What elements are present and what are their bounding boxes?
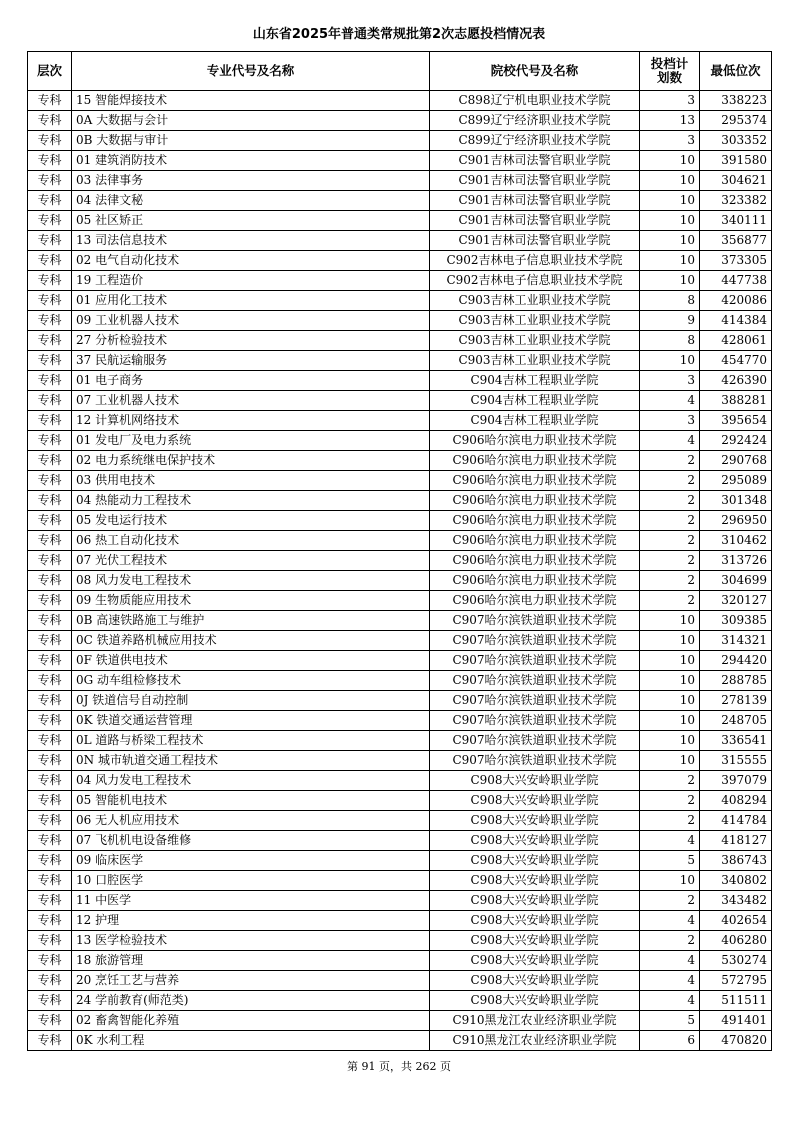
table-row xyxy=(28,411,772,431)
cell-major: 02 畜禽智能化养殖 xyxy=(72,1011,430,1031)
cell-rank: 408294 xyxy=(700,791,772,811)
cell-rank: 309385 xyxy=(700,611,772,631)
cell-rank: 304699 xyxy=(700,571,772,591)
cell-major: 0L 道路与桥梁工程技术 xyxy=(72,731,430,751)
cell-major: 03 法律事务 xyxy=(72,171,430,191)
cell-level: 专科 xyxy=(28,1011,72,1031)
cell-plan: 5 xyxy=(640,1011,700,1031)
cell-rank: 386743 xyxy=(700,851,772,871)
cell-rank: 303352 xyxy=(700,131,772,151)
table-row xyxy=(28,331,772,351)
cell-rank: 290768 xyxy=(700,451,772,471)
cell-plan: 10 xyxy=(640,351,700,371)
header-rank: 最低位次 xyxy=(700,52,772,91)
cell-level: 专科 xyxy=(28,391,72,411)
cell-rank: 292424 xyxy=(700,431,772,451)
table-row xyxy=(28,531,772,551)
cell-school: C901吉林司法警官职业学院 xyxy=(430,191,640,211)
table-row xyxy=(28,471,772,491)
cell-level: 专科 xyxy=(28,151,72,171)
cell-major: 0G 动车组检修技术 xyxy=(72,671,430,691)
cell-plan: 10 xyxy=(640,671,700,691)
table-row xyxy=(28,1011,772,1031)
cell-major: 07 光伏工程技术 xyxy=(72,551,430,571)
cell-plan: 10 xyxy=(640,271,700,291)
cell-rank: 338223 xyxy=(700,91,772,111)
cell-plan: 6 xyxy=(640,1031,700,1051)
cell-level: 专科 xyxy=(28,271,72,291)
header-school: 院校代号及名称 xyxy=(430,52,640,91)
cell-plan: 10 xyxy=(640,871,700,891)
cell-major: 13 医学检验技术 xyxy=(72,931,430,951)
cell-level: 专科 xyxy=(28,931,72,951)
cell-rank: 388281 xyxy=(700,391,772,411)
cell-rank: 420086 xyxy=(700,291,772,311)
cell-plan: 2 xyxy=(640,891,700,911)
cell-plan: 3 xyxy=(640,131,700,151)
table-row xyxy=(28,851,772,871)
table-row xyxy=(28,631,772,651)
cell-major: 07 工业机器人技术 xyxy=(72,391,430,411)
cell-school: C901吉林司法警官职业学院 xyxy=(430,171,640,191)
cell-rank: 454770 xyxy=(700,351,772,371)
cell-school: C907哈尔滨铁道职业技术学院 xyxy=(430,631,640,651)
cell-rank: 491401 xyxy=(700,1011,772,1031)
cell-major: 24 学前教育(师范类) xyxy=(72,991,430,1011)
table-row xyxy=(28,771,772,791)
cell-rank: 356877 xyxy=(700,231,772,251)
cell-plan: 5 xyxy=(640,851,700,871)
table-row xyxy=(28,371,772,391)
cell-rank: 395654 xyxy=(700,411,772,431)
cell-rank: 304621 xyxy=(700,171,772,191)
cell-level: 专科 xyxy=(28,331,72,351)
cell-rank: 295089 xyxy=(700,471,772,491)
cell-major: 01 电子商务 xyxy=(72,371,430,391)
cell-level: 专科 xyxy=(28,591,72,611)
cell-level: 专科 xyxy=(28,471,72,491)
cell-plan: 2 xyxy=(640,531,700,551)
cell-school: C907哈尔滨铁道职业技术学院 xyxy=(430,711,640,731)
table-row xyxy=(28,231,772,251)
table-row xyxy=(28,991,772,1011)
header-level: 层次 xyxy=(28,52,72,91)
cell-major: 20 烹饪工艺与营养 xyxy=(72,971,430,991)
cell-school: C910黑龙江农业经济职业学院 xyxy=(430,1031,640,1051)
cell-school: C907哈尔滨铁道职业技术学院 xyxy=(430,651,640,671)
cell-rank: 295374 xyxy=(700,111,772,131)
cell-level: 专科 xyxy=(28,1031,72,1051)
cell-major: 11 中医学 xyxy=(72,891,430,911)
cell-major: 03 供用电技术 xyxy=(72,471,430,491)
cell-level: 专科 xyxy=(28,431,72,451)
cell-major: 05 智能机电技术 xyxy=(72,791,430,811)
table-row xyxy=(28,871,772,891)
cell-plan: 2 xyxy=(640,571,700,591)
cell-plan: 4 xyxy=(640,951,700,971)
cell-major: 0C 铁道养路机械应用技术 xyxy=(72,631,430,651)
table-row xyxy=(28,931,772,951)
cell-plan: 10 xyxy=(640,731,700,751)
cell-plan: 8 xyxy=(640,331,700,351)
cell-school: C907哈尔滨铁道职业技术学院 xyxy=(430,751,640,771)
cell-rank: 418127 xyxy=(700,831,772,851)
cell-school: C908大兴安岭职业学院 xyxy=(430,971,640,991)
cell-level: 专科 xyxy=(28,811,72,831)
cell-school: C903吉林工业职业技术学院 xyxy=(430,351,640,371)
table-row xyxy=(28,831,772,851)
cell-major: 0K 铁道交通运营管理 xyxy=(72,711,430,731)
table-row xyxy=(28,571,772,591)
cell-plan: 2 xyxy=(640,491,700,511)
cell-major: 0J 铁道信号自动控制 xyxy=(72,691,430,711)
cell-major: 01 发电厂及电力系统 xyxy=(72,431,430,451)
cell-major: 27 分析检验技术 xyxy=(72,331,430,351)
page-title: 山东省2025年普通类常规批第2次志愿投档情况表 xyxy=(252,27,546,42)
cell-school: C903吉林工业职业技术学院 xyxy=(430,291,640,311)
table-row xyxy=(28,151,772,171)
page-footer: 第 91 页，共 262 页 xyxy=(347,1060,451,1073)
cell-rank: 414784 xyxy=(700,811,772,831)
cell-school: C908大兴安岭职业学院 xyxy=(430,871,640,891)
cell-school: C906哈尔滨电力职业技术学院 xyxy=(430,511,640,531)
cell-level: 专科 xyxy=(28,711,72,731)
table-row xyxy=(28,591,772,611)
cell-rank: 402654 xyxy=(700,911,772,931)
table-row xyxy=(28,211,772,231)
cell-level: 专科 xyxy=(28,971,72,991)
table-row xyxy=(28,191,772,211)
cell-major: 19 工程造价 xyxy=(72,271,430,291)
cell-major: 18 旅游管理 xyxy=(72,951,430,971)
cell-plan: 10 xyxy=(640,231,700,251)
cell-level: 专科 xyxy=(28,111,72,131)
cell-rank: 310462 xyxy=(700,531,772,551)
table-row xyxy=(28,551,772,571)
table-body xyxy=(28,91,772,1051)
cell-school: C901吉林司法警官职业学院 xyxy=(430,211,640,231)
table-row xyxy=(28,391,772,411)
cell-rank: 572795 xyxy=(700,971,772,991)
cell-level: 专科 xyxy=(28,731,72,751)
cell-school: C908大兴安岭职业学院 xyxy=(430,931,640,951)
cell-level: 专科 xyxy=(28,211,72,231)
table-header-row xyxy=(28,52,772,91)
cell-level: 专科 xyxy=(28,171,72,191)
cell-plan: 2 xyxy=(640,471,700,491)
table-row xyxy=(28,251,772,271)
cell-school: C906哈尔滨电力职业技术学院 xyxy=(430,591,640,611)
cell-plan: 4 xyxy=(640,991,700,1011)
cell-rank: 336541 xyxy=(700,731,772,751)
table-row xyxy=(28,671,772,691)
table-row xyxy=(28,971,772,991)
cell-school: C901吉林司法警官职业学院 xyxy=(430,231,640,251)
cell-school: C908大兴安岭职业学院 xyxy=(430,831,640,851)
cell-school: C901吉林司法警官职业学院 xyxy=(430,151,640,171)
cell-level: 专科 xyxy=(28,291,72,311)
header-plan: 投档计划数 xyxy=(640,52,700,91)
cell-level: 专科 xyxy=(28,91,72,111)
cell-school: C903吉林工业职业技术学院 xyxy=(430,331,640,351)
cell-major: 02 电力系统继电保护技术 xyxy=(72,451,430,471)
table-row xyxy=(28,811,772,831)
cell-level: 专科 xyxy=(28,911,72,931)
cell-plan: 2 xyxy=(640,931,700,951)
cell-school: C899辽宁经济职业技术学院 xyxy=(430,111,640,131)
cell-rank: 296950 xyxy=(700,511,772,531)
cell-level: 专科 xyxy=(28,611,72,631)
cell-plan: 2 xyxy=(640,811,700,831)
table-row xyxy=(28,171,772,191)
cell-plan: 10 xyxy=(640,691,700,711)
cell-major: 06 热工自动化技术 xyxy=(72,531,430,551)
table-row xyxy=(28,451,772,471)
cell-school: C908大兴安岭职业学院 xyxy=(430,911,640,931)
cell-plan: 2 xyxy=(640,591,700,611)
cell-plan: 3 xyxy=(640,91,700,111)
cell-major: 04 法律文秘 xyxy=(72,191,430,211)
cell-rank: 447738 xyxy=(700,271,772,291)
cell-level: 专科 xyxy=(28,311,72,331)
cell-level: 专科 xyxy=(28,371,72,391)
cell-plan: 3 xyxy=(640,411,700,431)
table-row xyxy=(28,1031,772,1051)
cell-school: C906哈尔滨电力职业技术学院 xyxy=(430,531,640,551)
cell-rank: 340111 xyxy=(700,211,772,231)
cell-school: C908大兴安岭职业学院 xyxy=(430,791,640,811)
table-row xyxy=(28,711,772,731)
cell-major: 12 计算机网络技术 xyxy=(72,411,430,431)
cell-school: C908大兴安岭职业学院 xyxy=(430,991,640,1011)
table-row xyxy=(28,691,772,711)
table-row xyxy=(28,311,772,331)
cell-school: C899辽宁经济职业技术学院 xyxy=(430,131,640,151)
table-row xyxy=(28,731,772,751)
cell-level: 专科 xyxy=(28,511,72,531)
cell-major: 10 口腔医学 xyxy=(72,871,430,891)
cell-rank: 428061 xyxy=(700,331,772,351)
cell-rank: 530274 xyxy=(700,951,772,971)
cell-school: C906哈尔滨电力职业技术学院 xyxy=(430,551,640,571)
cell-rank: 294420 xyxy=(700,651,772,671)
cell-plan: 10 xyxy=(640,151,700,171)
cell-school: C906哈尔滨电力职业技术学院 xyxy=(430,451,640,471)
table-row xyxy=(28,131,772,151)
cell-level: 专科 xyxy=(28,651,72,671)
cell-major: 08 风力发电工程技术 xyxy=(72,571,430,591)
cell-plan: 2 xyxy=(640,771,700,791)
cell-school: C906哈尔滨电力职业技术学院 xyxy=(430,571,640,591)
cell-level: 专科 xyxy=(28,571,72,591)
cell-major: 09 工业机器人技术 xyxy=(72,311,430,331)
cell-rank: 320127 xyxy=(700,591,772,611)
table-row xyxy=(28,351,772,371)
cell-rank: 315555 xyxy=(700,751,772,771)
table-row xyxy=(28,291,772,311)
cell-school: C903吉林工业职业技术学院 xyxy=(430,311,640,331)
cell-major: 0K 水利工程 xyxy=(72,1031,430,1051)
table-row xyxy=(28,111,772,131)
cell-level: 专科 xyxy=(28,751,72,771)
cell-level: 专科 xyxy=(28,411,72,431)
cell-school: C906哈尔滨电力职业技术学院 xyxy=(430,491,640,511)
cell-rank: 288785 xyxy=(700,671,772,691)
table-row xyxy=(28,431,772,451)
cell-major: 0A 大数据与会计 xyxy=(72,111,430,131)
cell-rank: 314321 xyxy=(700,631,772,651)
cell-plan: 4 xyxy=(640,971,700,991)
cell-school: C906哈尔滨电力职业技术学院 xyxy=(430,431,640,451)
cell-level: 专科 xyxy=(28,871,72,891)
cell-plan: 4 xyxy=(640,431,700,451)
cell-rank: 278139 xyxy=(700,691,772,711)
table-row xyxy=(28,91,772,111)
table-row xyxy=(28,651,772,671)
cell-plan: 4 xyxy=(640,391,700,411)
cell-plan: 9 xyxy=(640,311,700,331)
cell-plan: 4 xyxy=(640,831,700,851)
cell-major: 13 司法信息技术 xyxy=(72,231,430,251)
cell-plan: 10 xyxy=(640,171,700,191)
cell-level: 专科 xyxy=(28,131,72,151)
cell-level: 专科 xyxy=(28,671,72,691)
cell-rank: 373305 xyxy=(700,251,772,271)
cell-rank: 301348 xyxy=(700,491,772,511)
cell-major: 02 电气自动化技术 xyxy=(72,251,430,271)
cell-rank: 343482 xyxy=(700,891,772,911)
cell-level: 专科 xyxy=(28,231,72,251)
cell-level: 专科 xyxy=(28,771,72,791)
cell-rank: 426390 xyxy=(700,371,772,391)
cell-major: 37 民航运输服务 xyxy=(72,351,430,371)
cell-major: 07 飞机机电设备维修 xyxy=(72,831,430,851)
cell-major: 05 发电运行技术 xyxy=(72,511,430,531)
cell-plan: 13 xyxy=(640,111,700,131)
cell-school: C906哈尔滨电力职业技术学院 xyxy=(430,471,640,491)
table-row xyxy=(28,491,772,511)
cell-level: 专科 xyxy=(28,531,72,551)
cell-school: C902吉林电子信息职业技术学院 xyxy=(430,251,640,271)
cell-school: C907哈尔滨铁道职业技术学院 xyxy=(430,611,640,631)
cell-level: 专科 xyxy=(28,251,72,271)
cell-plan: 10 xyxy=(640,711,700,731)
cell-major: 0F 铁道供电技术 xyxy=(72,651,430,671)
cell-level: 专科 xyxy=(28,191,72,211)
cell-plan: 3 xyxy=(640,371,700,391)
cell-plan: 10 xyxy=(640,251,700,271)
cell-plan: 2 xyxy=(640,451,700,471)
cell-major: 04 热能动力工程技术 xyxy=(72,491,430,511)
cell-plan: 2 xyxy=(640,511,700,531)
cell-level: 专科 xyxy=(28,351,72,371)
cell-level: 专科 xyxy=(28,991,72,1011)
cell-level: 专科 xyxy=(28,691,72,711)
cell-rank: 397079 xyxy=(700,771,772,791)
table-row xyxy=(28,911,772,931)
cell-level: 专科 xyxy=(28,891,72,911)
cell-major: 09 生物质能应用技术 xyxy=(72,591,430,611)
cell-plan: 8 xyxy=(640,291,700,311)
cell-level: 专科 xyxy=(28,631,72,651)
table-row xyxy=(28,791,772,811)
table-row xyxy=(28,891,772,911)
cell-level: 专科 xyxy=(28,791,72,811)
cell-major: 01 建筑消防技术 xyxy=(72,151,430,171)
cell-major: 09 临床医学 xyxy=(72,851,430,871)
cell-level: 专科 xyxy=(28,951,72,971)
cell-rank: 470820 xyxy=(700,1031,772,1051)
cell-rank: 511511 xyxy=(700,991,772,1011)
table-row xyxy=(28,511,772,531)
cell-level: 专科 xyxy=(28,831,72,851)
cell-school: C910黑龙江农业经济职业学院 xyxy=(430,1011,640,1031)
cell-major: 0B 大数据与审计 xyxy=(72,131,430,151)
table-row xyxy=(28,951,772,971)
cell-school: C907哈尔滨铁道职业技术学院 xyxy=(430,691,640,711)
cell-level: 专科 xyxy=(28,451,72,471)
cell-major: 15 智能焊接技术 xyxy=(72,91,430,111)
cell-school: C902吉林电子信息职业技术学院 xyxy=(430,271,640,291)
cell-rank: 340802 xyxy=(700,871,772,891)
header-major: 专业代号及名称 xyxy=(72,52,430,91)
cell-major: 12 护理 xyxy=(72,911,430,931)
cell-plan: 10 xyxy=(640,611,700,631)
cell-school: C908大兴安岭职业学院 xyxy=(430,951,640,971)
cell-school: C908大兴安岭职业学院 xyxy=(430,771,640,791)
cell-school: C908大兴安岭职业学院 xyxy=(430,891,640,911)
cell-major: 01 应用化工技术 xyxy=(72,291,430,311)
cell-level: 专科 xyxy=(28,491,72,511)
cell-rank: 313726 xyxy=(700,551,772,571)
cell-school: C898辽宁机电职业技术学院 xyxy=(430,91,640,111)
cell-major: 05 社区矫正 xyxy=(72,211,430,231)
admission-table xyxy=(27,51,772,1051)
cell-major: 06 无人机应用技术 xyxy=(72,811,430,831)
table-row xyxy=(28,271,772,291)
cell-school: C907哈尔滨铁道职业技术学院 xyxy=(430,731,640,751)
cell-major: 04 风力发电工程技术 xyxy=(72,771,430,791)
cell-school: C908大兴安岭职业学院 xyxy=(430,851,640,871)
table-row xyxy=(28,611,772,631)
cell-school: C904吉林工程职业学院 xyxy=(430,391,640,411)
cell-plan: 2 xyxy=(640,551,700,571)
cell-major: 0B 高速铁路施工与维护 xyxy=(72,611,430,631)
cell-school: C904吉林工程职业学院 xyxy=(430,371,640,391)
cell-school: C904吉林工程职业学院 xyxy=(430,411,640,431)
cell-rank: 414384 xyxy=(700,311,772,331)
cell-plan: 10 xyxy=(640,191,700,211)
table-row xyxy=(28,751,772,771)
cell-rank: 406280 xyxy=(700,931,772,951)
cell-level: 专科 xyxy=(28,851,72,871)
cell-plan: 4 xyxy=(640,911,700,931)
cell-plan: 10 xyxy=(640,211,700,231)
cell-major: 0N 城市轨道交通工程技术 xyxy=(72,751,430,771)
cell-plan: 10 xyxy=(640,631,700,651)
cell-plan: 2 xyxy=(640,791,700,811)
cell-plan: 10 xyxy=(640,751,700,771)
cell-level: 专科 xyxy=(28,551,72,571)
cell-school: C908大兴安岭职业学院 xyxy=(430,811,640,831)
cell-rank: 391580 xyxy=(700,151,772,171)
cell-rank: 248705 xyxy=(700,711,772,731)
cell-school: C907哈尔滨铁道职业技术学院 xyxy=(430,671,640,691)
cell-plan: 10 xyxy=(640,651,700,671)
cell-rank: 323382 xyxy=(700,191,772,211)
